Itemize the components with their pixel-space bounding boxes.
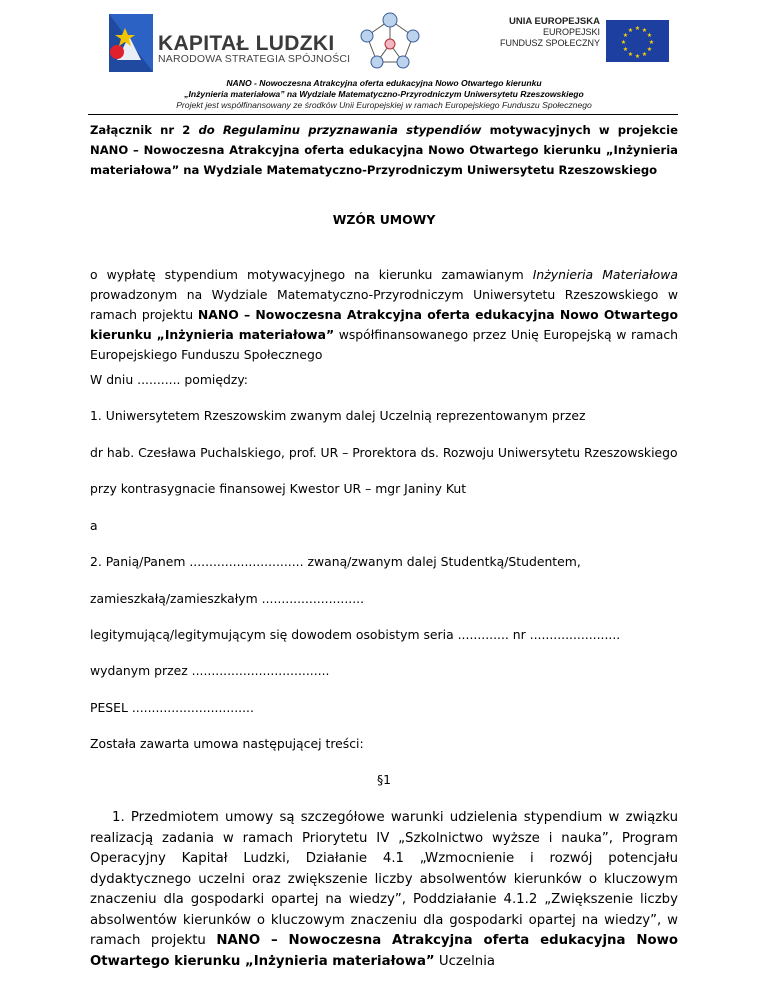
header-project-line-2: „Inżynieria materiałowa” na Wydziale Matematyczno-Przyrodniczym Uniwersytetu Rzeszowskiego bbox=[184, 89, 584, 99]
header-project-line-1: NANO - Nowoczesna Atrakcyjna oferta edukacyjna Nowo Otwartego kierunku bbox=[226, 78, 542, 88]
kapital-ludzki-title: KAPITAŁ LUDZKI bbox=[158, 32, 335, 55]
eu-fund-label: UNIA EUROPEJSKA EUROPEJSKI FUNDUSZ SPOŁECZNY bbox=[500, 16, 601, 48]
party-2-line: 2. Panią/Panem ............................. zwaną/zwanym dalej Studentką/Studentem, bbox=[90, 554, 581, 569]
header-divider bbox=[88, 114, 678, 115]
svg-text:★: ★ bbox=[648, 39, 655, 46]
address-line: zamieszkałą/zamieszkałym .......................... bbox=[90, 591, 365, 606]
svg-text:★: ★ bbox=[646, 46, 653, 53]
section-1-heading: §1 bbox=[376, 772, 392, 787]
pesel-line: PESEL ............................... bbox=[90, 700, 254, 715]
svg-text:★: ★ bbox=[634, 25, 641, 32]
kapital-ludzki-subtitle: NARODOWA STRATEGIA SPÓJNOŚCI bbox=[158, 53, 351, 65]
nano-project-logo bbox=[355, 10, 425, 74]
id-document-line: legitymującą/legitymującym się dowodem osobistym seria ............. nr ....................... bbox=[90, 627, 621, 642]
representative-line: dr hab. Czesława Puchalskiego, prof. UR – Prorektora ds. Rozwoju Uniwersytetu Rzeszowskiego bbox=[90, 445, 678, 460]
svg-text:★: ★ bbox=[627, 51, 634, 58]
svg-text:★: ★ bbox=[620, 39, 627, 46]
document-title: WZÓR UMOWY bbox=[332, 212, 436, 227]
content-intro-line: Została zawarta umowa następującej treści: bbox=[90, 736, 364, 751]
date-line: W dniu ........... pomiędzy: bbox=[90, 372, 248, 387]
svg-text:★: ★ bbox=[627, 27, 634, 34]
party-1-line: 1. Uniwersytetem Rzeszowskim zwanym dalej Uczelnią reprezentowanym przez bbox=[90, 408, 586, 423]
section-1-paragraph: 1. Przedmiotem umowy są szczegółowe warunki udzielenia stypendium w związku realizacją zadania w ramach Priorytetu IV „Szkolnictwo wyższe i nauka”, Program Operacyjny Kapitał Ludzki, Działanie 4.1 „Wzmocnienie i rozwój potencjału dydaktycznego uczelni oraz zwiększenie liczby absolwentów kierunków o kluczowym znaczeniu dla gospodarki opartej na wiedzy”, Poddziałanie 4.1.2 „Zwiększenie liczby absolwentów kierunków o kluczowym znaczeniu dla gospodarki opartej na wiedzy”, w ramach projektu NANO – Nowoczesna Atrakcyjna oferta edukacyjna Nowo Otwartego kierunku „Inżynieria materiałowa” Uczelnia bbox=[90, 810, 679, 969]
conjunction-a: a bbox=[90, 518, 98, 533]
svg-text:★: ★ bbox=[622, 46, 629, 53]
svg-text:★: ★ bbox=[622, 32, 629, 39]
eu-flag-icon bbox=[606, 20, 669, 62]
header-cofinancing-line: Projekt jest współfinansowany ze środków Unii Europejskiej w ramach Europejskiego Funduszu Społecznego bbox=[176, 100, 592, 110]
svg-text:★: ★ bbox=[646, 32, 653, 39]
svg-text:★: ★ bbox=[641, 27, 648, 34]
svg-text:★: ★ bbox=[641, 51, 648, 58]
intro-paragraph: o wypłatę stypendium motywacyjnego na kierunku zamawianym Inżynieria Materiałowa prowadzonym na Wydziale Matematyczno-Przyrodniczym Uniwersytetu Rzeszowskiego w ramach projektu NANO – Nowoczesna Atrakcyjna oferta edukacyjna Nowo Otwartego kierunku „Inżynieria materiałowa” współfinansowanego przez Unię Europejską w ramach Europejskiego Funduszu Społecznego bbox=[90, 267, 678, 362]
svg-text:★: ★ bbox=[634, 53, 641, 60]
countersignature-line: przy kontrasygnacie finansowej Kwestor UR – mgr Janiny Kut bbox=[90, 481, 467, 496]
issued-by-line: wydanym przez ................................... bbox=[90, 663, 330, 678]
attachment-heading: Załącznik nr 2 do Regulaminu przyznawania stypendiów motywacyjnych w projekcie NANO – Nowoczesna Atrakcyjna oferta edukacyjna Nowo Otwartego kierunku „Inżynieria materiałowa” na Wydziale Matematyczno-Przyrodniczym Uniwersytetu Rzeszowskiego bbox=[90, 123, 678, 177]
